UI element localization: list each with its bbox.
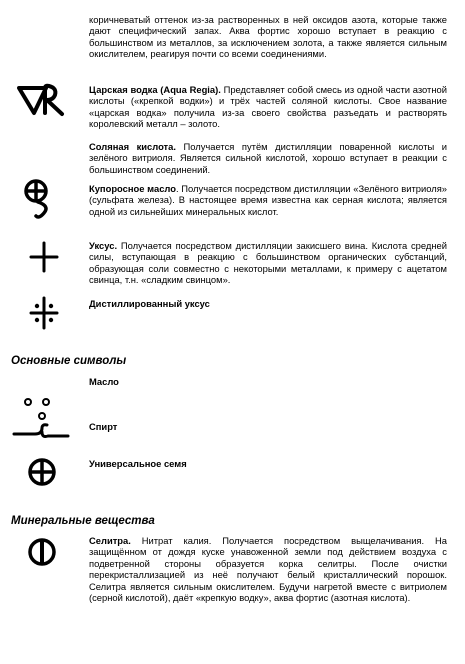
- oil-label: Масло: [89, 376, 119, 387]
- aqua-regia-symbol-icon: [16, 82, 68, 118]
- saltpeter-title: Селитра.: [89, 535, 131, 546]
- universal-seed-label: Универсальное семя: [89, 458, 187, 469]
- hydrochloric-paragraph: [89, 141, 447, 175]
- distilled-vinegar-title: Дистиллированный уксус: [89, 298, 210, 309]
- saltpeter-text: Нитрат калия. Получается посредством выщелачивания. На защищённом от дождя куске унавоженной земли под действием воздуха с подветренной стороны образуется корка селитры. После очистки перекристаллизацией из неё получают белый кристаллический порошок. Селитра является сильным окислителем. Будучи нагретой вместе с витриолем (серной кислотой), даёт «крепкую водку», аква фортис (азотная кислота).: [89, 535, 447, 604]
- vitriol-oil-paragraph: [89, 183, 447, 217]
- saltpeter-symbol-icon: [25, 536, 59, 568]
- aqua-regia-text: Представляет собой смесь из одной части азотной кислоты («крепкой водки») и трёх частей соляной кислоты. Свое название «царская водка» получила из-за своего свойства разъедать и растворять королевский металл – золото.: [89, 84, 447, 130]
- saltpeter-paragraph: [89, 535, 447, 603]
- universal-seed-symbol-icon: [26, 456, 58, 488]
- hydrochloric-text: Получается путём дистилляции поваренной кислоты и зелёного витриоля. Является сильной кислотой, хорошо вступает в реакции с большинством соединений.: [89, 141, 447, 175]
- aqua-regia-paragraph: [89, 84, 447, 130]
- aqua-regia-title: Царская водка (Aqua Regia).: [89, 84, 221, 95]
- vitriol-oil-title: Купоросное масло: [89, 183, 176, 194]
- basic-symbols-heading: Основные символы: [11, 355, 127, 367]
- vinegar-title: Уксус.: [89, 240, 118, 251]
- hydrochloric-title: Соляная кислота.: [89, 141, 176, 152]
- minerals-heading: Минеральные вещества: [11, 515, 155, 527]
- spirit-symbol-icon: [12, 410, 70, 440]
- vinegar-paragraph: [89, 240, 447, 286]
- distilled-vinegar-symbol-icon: [28, 296, 60, 330]
- vitriol-oil-symbol-icon: [22, 176, 54, 222]
- vinegar-text: Получается посредством дистилляции закисшего вина. Кислота средней силы, вступающая в реакцию с большинством органических субстанций, образующая соли совместно с некоторыми металлами, к примеру с ацетатом свинца, т.н. «сладким свинцом».: [89, 240, 447, 286]
- top-paragraph: коричневатый оттенок из-за растворенных в ней оксидов азота, которые также дают специфический запах. Аква фортис хорошо вступает в реакцию с большинством из металлов, за исключением золота, а также является сильным окислителем, реагируя почти со всеми соединениями.: [89, 14, 447, 60]
- spirit-label: Спирт: [89, 421, 118, 432]
- vinegar-symbol-icon: [28, 241, 60, 273]
- vitriol-oil-text: . Получается посредством дистилляции «Зелёного витриоля» (сульфата железа). В настоящее время известна как серная кислота; является одной из сильнейших минеральных кислот.: [89, 183, 447, 217]
